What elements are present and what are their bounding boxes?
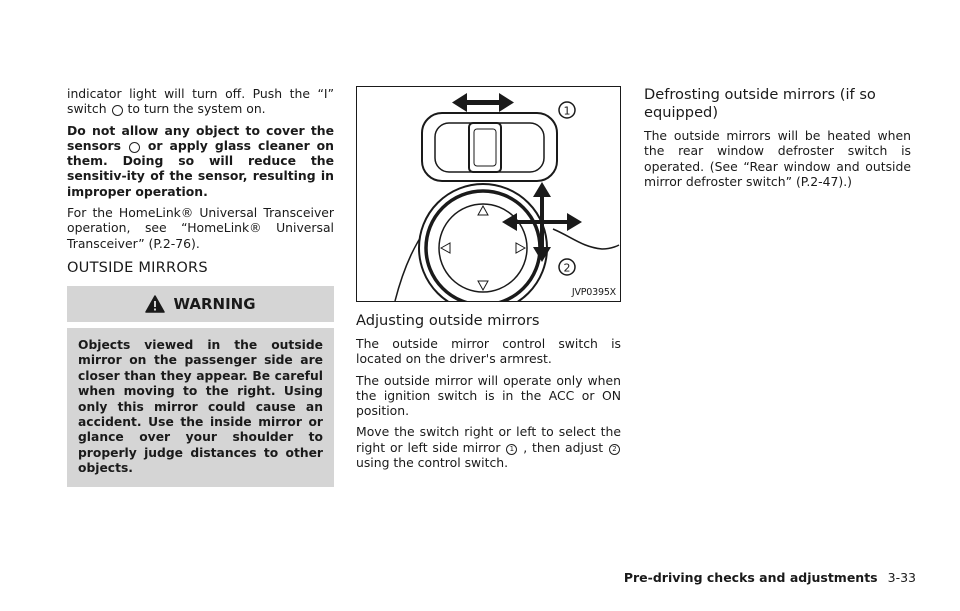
paragraph-switch <box>67 86 334 117</box>
mirror-switch-figure <box>356 86 621 302</box>
subsection-heading: Adjusting outside mirrors <box>356 312 540 329</box>
paragraph-defrost: The outside mirrors will be heated when the rear window defroster switch is operated. (See “Rear window and outside mirror defroster switch” (P.2-47).) <box>644 128 911 189</box>
footer-section: Pre-driving checks and adjustments <box>623 570 878 585</box>
warning-triangle-icon <box>145 295 165 313</box>
text: Move the switch right or left to select the right or left side mirror <box>356 424 621 455</box>
warning-box <box>67 328 334 487</box>
switch-circle-icon <box>112 105 123 116</box>
warning-header <box>67 286 334 322</box>
text: using the control switch. <box>356 455 509 471</box>
text: or apply glass cleaner on them. Doing so will reduce the sensitiv-ity of the sensor, resulting in improper operation. <box>67 137 334 199</box>
column-left <box>67 86 334 487</box>
sensor-icon <box>129 142 140 153</box>
column-middle <box>356 86 621 476</box>
text: to turn the system on. <box>127 101 266 117</box>
text: , then adjust <box>523 439 604 455</box>
paragraph-location: The outside mirror control switch is located on the driver's armrest. <box>356 336 621 367</box>
paragraph-ignition: The outside mirror will operate only when the ignition switch is in the ACC or ON position. <box>356 372 621 419</box>
page-footer <box>624 570 916 585</box>
callout-2-icon: 2 <box>609 444 620 455</box>
figure-code: JVP0395X <box>571 287 616 298</box>
paragraph-sensors <box>67 123 334 199</box>
warning-label: WARNING <box>173 294 256 313</box>
text: Do not allow any object to cover the sensors <box>67 122 334 153</box>
mirror-switch-illustration <box>357 87 620 301</box>
subsection-heading-defrost: Defrosting outside mirrors (if so equipped) <box>644 86 876 121</box>
paragraph-select <box>356 424 621 470</box>
callout-1: 1 <box>563 104 571 118</box>
callout-2: 2 <box>563 261 571 275</box>
column-right <box>644 86 911 195</box>
callout-1-icon: 1 <box>506 444 517 455</box>
text: indicator light will turn off. Push the “I” switch <box>67 86 334 117</box>
section-heading: OUTSIDE MIRRORS <box>67 258 208 276</box>
paragraph-homelink: For the HomeLink® Universal Transceiver operation, see “HomeLink® Universal Transceiver” (P.2-76). <box>67 205 334 251</box>
left-right-arrow <box>452 93 514 112</box>
warning-text: Objects viewed in the outside mirror on the passenger side are closer than they appear. Be careful when moving to the right. Using only this mirror could cause an accident. Use the inside mirror or glance over your shoulder to properly judge distances to other objects. <box>78 337 323 476</box>
page-number: 3-33 <box>887 570 916 585</box>
